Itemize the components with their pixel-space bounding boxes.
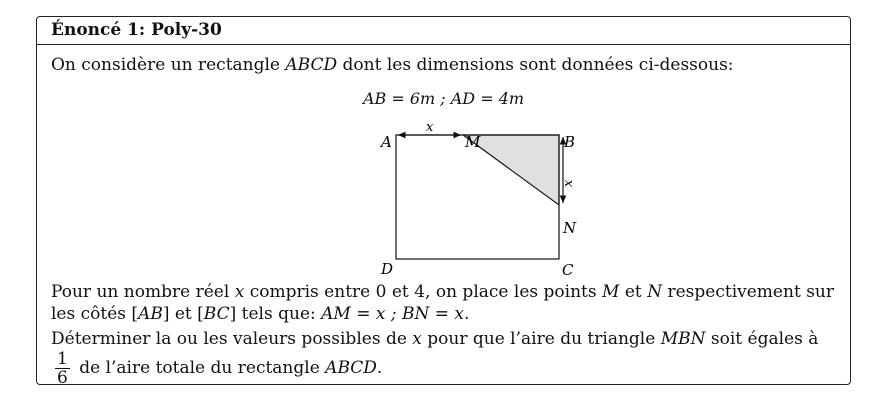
intro-text-after: dont les dimensions sont données ci-dessous: — [337, 55, 734, 75]
text: et — [619, 282, 648, 302]
text: . — [376, 358, 383, 378]
text: Déterminer la ou les valeurs possibles de — [51, 329, 413, 349]
intro-text-before: On considère un rectangle — [51, 55, 286, 75]
text: ] tels que: — [229, 304, 322, 324]
text: soit égales à — [705, 329, 819, 349]
paragraph-conditions — [51, 281, 834, 325]
text: respectivement sur les côtés [ — [51, 282, 834, 324]
equation: AM = x ; BN = x. — [321, 304, 470, 324]
exercise-box — [36, 16, 851, 388]
var-m: M — [602, 282, 620, 302]
label-c: C — [562, 261, 574, 279]
label-b: B — [564, 133, 576, 151]
fraction-numerator: 1 — [57, 349, 68, 369]
label-n: N — [563, 219, 577, 237]
dimensions-formula — [37, 89, 850, 108]
segment-bc: BC — [203, 304, 230, 324]
text: Pour un nombre réel — [51, 282, 235, 302]
var-x: x — [234, 282, 245, 302]
segment-ab: AB — [138, 304, 163, 324]
text: de l’aire totale du rectangle — [73, 358, 326, 378]
label-x-side: x — [561, 179, 576, 187]
rectangle-name: ABCD — [325, 358, 377, 378]
label-x-top: x — [426, 120, 434, 135]
fraction-one-sixth — [55, 350, 70, 387]
text: ] et [ — [162, 304, 204, 324]
var-n: N — [647, 282, 663, 302]
dimensions-text: AB = 6m ; AD = 4m — [362, 89, 525, 108]
intro-paragraph — [51, 54, 834, 76]
text: pour que l’aire du triangle — [421, 329, 661, 349]
intro-rectangle-name: ABCD — [285, 55, 338, 75]
label-d: D — [381, 260, 394, 278]
label-m: M — [465, 133, 481, 151]
fraction-denominator: 6 — [57, 368, 68, 388]
triangle-name: MBN — [660, 329, 706, 349]
label-a: A — [381, 133, 392, 151]
rectangle-figure — [337, 113, 597, 279]
text: compris entre 0 et 4, on place les points — [244, 282, 603, 302]
paragraph-question — [51, 328, 834, 387]
exercise-title: Énoncé 1: Poly-30 — [37, 17, 850, 45]
var-x: x — [412, 329, 422, 349]
